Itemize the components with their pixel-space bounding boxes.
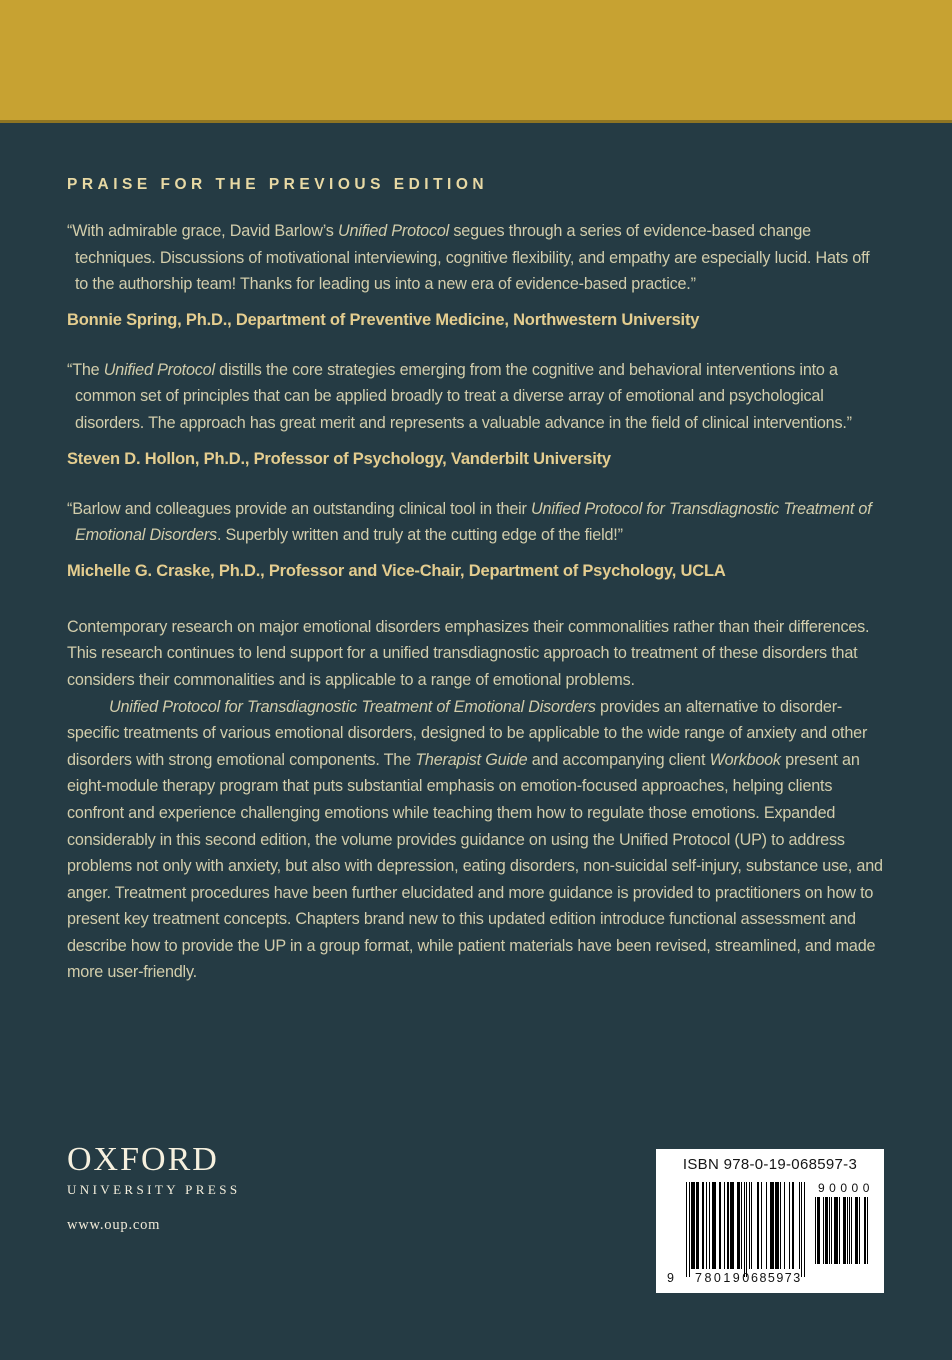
quote-attribution-3: Michelle G. Craske, Ph.D., Professor and Vice-Chair, Department of Psychology, UCLA — [67, 561, 726, 580]
top-gold-band — [0, 0, 952, 123]
ean13-digits — [667, 1270, 805, 1286]
praise-heading: PRAISE FOR THE PREVIOUS EDITION — [67, 176, 489, 193]
isbn-barcode-panel — [656, 1149, 884, 1293]
praise-quote-1: “With admirable grace, David Barlow’s Unified Protocol segues through a series of evidence-based change techniques. Discussions of motivational interviewing, cognitive flexibility, and empathy are especially lucid. Hats off to the authorship team! Thanks for leading us into a new era of evidence-based practice.” — [67, 222, 870, 294]
university-press-label: UNIVERSITY PRESS — [67, 1182, 241, 1197]
ean13-bars — [686, 1182, 805, 1277]
description-paragraph-1: Contemporary research on major emotional disorders emphasizes their commonalities rather than their differences. This research continues to lend support for a unified transdiagnostic approach to treatment of these disorders that considers their commonalities and is applicable to a range of emotional problems. — [67, 617, 870, 689]
publisher-website: www.oup.com — [67, 1217, 161, 1233]
description-paragraph-2: Unified Protocol for Transdiagnostic Treatment of Emotional Disorders provides an alternative to disorder-specific treatments of various emotional disorders, designed to be applicable to the wide range of anxiety and other disorders with strong emotional components. The Therapist Guide and accompanying client Workbook present an eight-module therapy program that puts substantial emphasis on emotion-focused approaches, helping clients confront and experience challenging emotions while teaching them how to regulate those emotions. Expanded considerably in this second edition, the volume provides guidance on using the Unified Protocol (UP) to address problems not only with anxiety, but also with depression, eating disorders, non-suicidal self-injury, substance use, and anger. Treatment procedures have been further elucidated and more guidance is provided to practitioners on how to present key treatment concepts. Chapters brand new to this updated edition introduce functional assessment and describe how to provide the UP in a group format, while patient materials have been revised, streamlined, and made more user-friendly. — [67, 697, 883, 982]
praise-quote-3: “Barlow and colleagues provide an outstanding clinical tool in their Unified Protocol for Transdiagnostic Treatment of Emotional Disorders. Superbly written and truly at the cutting edge of the field!” — [67, 499, 872, 545]
ean5-bars — [814, 1197, 868, 1264]
praise-quotes — [67, 218, 885, 584]
quote-attribution-1: Bonnie Spring, Ph.D., Department of Preventive Medicine, Northwestern University — [67, 310, 700, 329]
book-description — [67, 614, 885, 986]
isbn-digit-group-1: 780190 — [695, 1271, 752, 1285]
ean5-supplement-barcode — [814, 1181, 874, 1264]
praise-quote-2: “The Unified Protocol distills the core strategies emerging from the cognitive and behavioral interventions into a common set of principles that can be applied broadly to treat a diverse array of emotional and psychological disorders. The approach has great merit and represents a valuable advance in the field of clinical interventions.” — [67, 360, 852, 432]
barcodes — [667, 1181, 884, 1287]
isbn-label: ISBN 978-0-19-068597-3 — [682, 1156, 858, 1173]
isbn-digit-group-2: 685973 — [751, 1271, 802, 1285]
quote-attribution-2: Steven D. Hollon, Ph.D., Professor of Psychology, Vanderbilt University — [67, 449, 611, 468]
oxford-wordmark: OXFORD — [67, 1141, 219, 1178]
ean13-barcode — [667, 1182, 805, 1287]
publisher-logo — [67, 1143, 240, 1233]
isbn-digit-prefix: 9 — [667, 1271, 674, 1285]
back-cover-text — [67, 177, 885, 986]
supplement-digits: 90000 — [818, 1181, 874, 1195]
